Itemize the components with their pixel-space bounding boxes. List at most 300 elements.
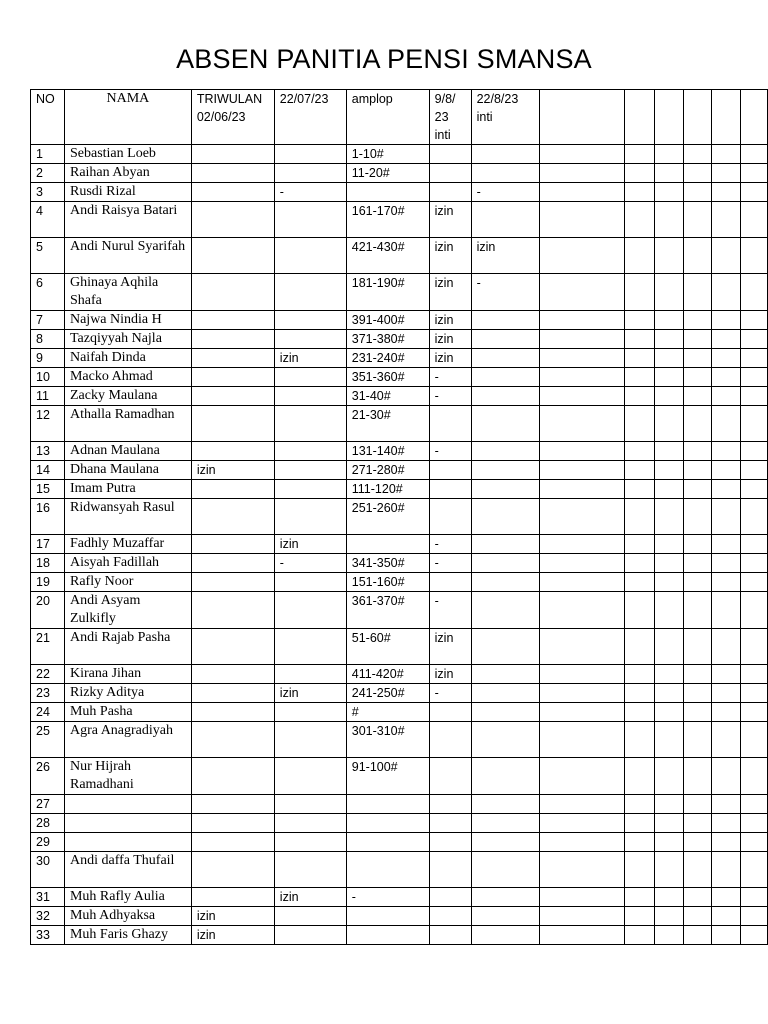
row-amplop: [346, 535, 429, 554]
table-row: [31, 183, 768, 202]
row-amplop: 231-240#: [346, 349, 429, 368]
empty-cell: [740, 907, 767, 926]
row-no: 5: [31, 238, 65, 274]
row-no: 10: [31, 368, 65, 387]
row-name: Muh Adhyaksa: [64, 907, 191, 926]
empty-cell: [625, 406, 655, 442]
row-name: Andi Rajab Pasha: [64, 629, 191, 665]
empty-cell: [740, 758, 767, 795]
row-9-8-23: izin: [429, 238, 471, 274]
row-name: Muh Faris Ghazy: [64, 926, 191, 945]
empty-cell: [712, 535, 741, 554]
empty-cell: [740, 164, 767, 183]
row-22-8-23: [471, 629, 539, 665]
table-row: [31, 665, 768, 684]
row-22-07-23: -: [274, 554, 346, 573]
empty-cell: [712, 573, 741, 592]
empty-cell: [539, 703, 625, 722]
empty-cell: [684, 592, 712, 629]
row-amplop: [346, 833, 429, 852]
empty-cell: [740, 238, 767, 274]
row-22-07-23: [274, 274, 346, 311]
row-name: Ridwansyah Rasul: [64, 499, 191, 535]
empty-cell: [712, 722, 741, 758]
empty-cell: [539, 202, 625, 238]
empty-cell: [712, 554, 741, 573]
table-row: [31, 814, 768, 833]
empty-cell: [684, 145, 712, 164]
row-22-8-23: [471, 164, 539, 183]
empty-cell: [625, 926, 655, 945]
empty-cell: [655, 330, 684, 349]
empty-cell: [539, 442, 625, 461]
row-22-07-23: [274, 926, 346, 945]
row-no: 13: [31, 442, 65, 461]
row-22-07-23: [274, 703, 346, 722]
row-amplop: 161-170#: [346, 202, 429, 238]
row-22-07-23: [274, 592, 346, 629]
empty-cell: [655, 406, 684, 442]
empty-cell: [684, 442, 712, 461]
empty-cell: [740, 535, 767, 554]
row-9-8-23: [429, 907, 471, 926]
empty-cell: [684, 573, 712, 592]
empty-cell: [712, 349, 741, 368]
empty-cell: [655, 722, 684, 758]
empty-cell: [684, 554, 712, 573]
row-name: [64, 833, 191, 852]
empty-cell: [625, 554, 655, 573]
empty-cell: [655, 145, 684, 164]
empty-cell: [740, 368, 767, 387]
empty-cell: [740, 202, 767, 238]
empty-cell: [625, 183, 655, 202]
row-name: Aisyah Fadillah: [64, 554, 191, 573]
empty-cell: [539, 406, 625, 442]
row-no: 25: [31, 722, 65, 758]
header-empty: [712, 90, 741, 145]
header-nama: NAMA: [64, 90, 191, 145]
empty-cell: [740, 926, 767, 945]
empty-cell: [684, 406, 712, 442]
empty-cell: [740, 274, 767, 311]
empty-cell: [712, 926, 741, 945]
empty-cell: [539, 926, 625, 945]
row-22-8-23: [471, 368, 539, 387]
row-triwulan: [191, 349, 274, 368]
empty-cell: [655, 311, 684, 330]
row-triwulan: [191, 274, 274, 311]
row-no: 31: [31, 888, 65, 907]
empty-cell: [655, 592, 684, 629]
row-9-8-23: [429, 758, 471, 795]
row-22-8-23: [471, 406, 539, 442]
empty-cell: [740, 442, 767, 461]
row-name: Tazqiyyah Najla: [64, 330, 191, 349]
empty-cell: [712, 684, 741, 703]
empty-cell: [655, 480, 684, 499]
empty-cell: [625, 888, 655, 907]
row-amplop: 91-100#: [346, 758, 429, 795]
table-row: [31, 499, 768, 535]
empty-cell: [684, 274, 712, 311]
empty-cell: [684, 311, 712, 330]
row-22-07-23: [274, 722, 346, 758]
empty-cell: [655, 926, 684, 945]
empty-cell: [740, 461, 767, 480]
row-name: Andi daffa Thufail: [64, 852, 191, 888]
empty-cell: [655, 665, 684, 684]
empty-cell: [625, 592, 655, 629]
row-amplop: [346, 907, 429, 926]
empty-cell: [539, 499, 625, 535]
row-9-8-23: -: [429, 535, 471, 554]
empty-cell: [655, 684, 684, 703]
row-22-8-23: [471, 145, 539, 164]
row-22-07-23: [274, 368, 346, 387]
row-22-07-23: [274, 311, 346, 330]
row-no: 6: [31, 274, 65, 311]
row-22-07-23: [274, 164, 346, 183]
empty-cell: [712, 442, 741, 461]
table-row: [31, 461, 768, 480]
table-row: [31, 926, 768, 945]
row-no: 17: [31, 535, 65, 554]
row-amplop: 301-310#: [346, 722, 429, 758]
empty-cell: [539, 888, 625, 907]
row-9-8-23: [429, 888, 471, 907]
row-9-8-23: -: [429, 387, 471, 406]
row-22-07-23: [274, 480, 346, 499]
empty-cell: [684, 238, 712, 274]
table-row: [31, 442, 768, 461]
row-9-8-23: [429, 852, 471, 888]
row-name: Muh Rafly Aulia: [64, 888, 191, 907]
row-22-07-23: [274, 442, 346, 461]
row-9-8-23: [429, 573, 471, 592]
empty-cell: [684, 535, 712, 554]
row-no: 29: [31, 833, 65, 852]
row-name: Athalla Ramadhan: [64, 406, 191, 442]
row-22-07-23: [274, 145, 346, 164]
empty-cell: [740, 406, 767, 442]
row-triwulan: [191, 145, 274, 164]
row-22-07-23: [274, 499, 346, 535]
row-9-8-23: [429, 926, 471, 945]
empty-cell: [684, 164, 712, 183]
empty-cell: [625, 665, 655, 684]
empty-cell: [684, 461, 712, 480]
row-9-8-23: -: [429, 368, 471, 387]
row-9-8-23: -: [429, 554, 471, 573]
empty-cell: [539, 758, 625, 795]
row-no: 33: [31, 926, 65, 945]
header-date-9-8-23: 9/8/ 23 inti: [429, 90, 471, 145]
row-22-07-23: [274, 387, 346, 406]
empty-cell: [740, 795, 767, 814]
empty-cell: [740, 330, 767, 349]
row-amplop: 51-60#: [346, 629, 429, 665]
row-no: 12: [31, 406, 65, 442]
row-no: 28: [31, 814, 65, 833]
empty-cell: [684, 684, 712, 703]
row-name: Imam Putra: [64, 480, 191, 499]
empty-cell: [655, 535, 684, 554]
table-row: [31, 202, 768, 238]
empty-cell: [740, 888, 767, 907]
table-row: [31, 758, 768, 795]
row-9-8-23: [429, 183, 471, 202]
row-amplop: 11-20#: [346, 164, 429, 183]
row-22-8-23: [471, 888, 539, 907]
empty-cell: [655, 852, 684, 888]
empty-cell: [539, 274, 625, 311]
row-no: 26: [31, 758, 65, 795]
empty-cell: [740, 833, 767, 852]
empty-cell: [625, 238, 655, 274]
table-row: [31, 480, 768, 499]
row-amplop: [346, 795, 429, 814]
row-amplop: 411-420#: [346, 665, 429, 684]
empty-cell: [740, 722, 767, 758]
empty-cell: [684, 368, 712, 387]
empty-cell: [625, 442, 655, 461]
empty-cell: [625, 684, 655, 703]
row-name: Raihan Abyan: [64, 164, 191, 183]
row-9-8-23: [429, 499, 471, 535]
row-name: Ghinaya Aqhila Shafa: [64, 274, 191, 311]
row-no: 18: [31, 554, 65, 573]
row-name: Andi Nurul Syarifah: [64, 238, 191, 274]
row-22-8-23: [471, 722, 539, 758]
row-triwulan: [191, 164, 274, 183]
row-22-8-23: -: [471, 183, 539, 202]
table-row: [31, 311, 768, 330]
row-22-07-23: [274, 238, 346, 274]
row-triwulan: [191, 629, 274, 665]
empty-cell: [740, 703, 767, 722]
row-22-8-23: [471, 926, 539, 945]
row-triwulan: [191, 535, 274, 554]
table-row: [31, 368, 768, 387]
row-9-8-23: izin: [429, 202, 471, 238]
row-name: Kirana Jihan: [64, 665, 191, 684]
row-amplop: [346, 926, 429, 945]
table-row: [31, 145, 768, 164]
empty-cell: [539, 795, 625, 814]
row-no: 23: [31, 684, 65, 703]
row-22-07-23: [274, 629, 346, 665]
row-9-8-23: [429, 406, 471, 442]
row-amplop: 391-400#: [346, 311, 429, 330]
empty-cell: [712, 164, 741, 183]
empty-cell: [684, 183, 712, 202]
row-22-8-23: [471, 554, 539, 573]
row-22-8-23: [471, 311, 539, 330]
header-empty: [655, 90, 684, 145]
row-triwulan: [191, 888, 274, 907]
empty-cell: [625, 795, 655, 814]
row-triwulan: izin: [191, 461, 274, 480]
empty-cell: [712, 665, 741, 684]
empty-cell: [625, 274, 655, 311]
empty-cell: [625, 387, 655, 406]
row-amplop: 351-360#: [346, 368, 429, 387]
empty-cell: [684, 888, 712, 907]
empty-cell: [655, 499, 684, 535]
header-empty: [684, 90, 712, 145]
empty-cell: [625, 330, 655, 349]
row-triwulan: [191, 573, 274, 592]
row-22-07-23: [274, 814, 346, 833]
header-date-22-8-23: 22/8/23 inti: [471, 90, 539, 145]
row-22-07-23: [274, 833, 346, 852]
table-row: [31, 852, 768, 888]
row-amplop: 341-350#: [346, 554, 429, 573]
row-no: 27: [31, 795, 65, 814]
row-9-8-23: izin: [429, 629, 471, 665]
empty-cell: [740, 183, 767, 202]
empty-cell: [712, 499, 741, 535]
empty-cell: [712, 330, 741, 349]
empty-cell: [655, 573, 684, 592]
row-no: 11: [31, 387, 65, 406]
empty-cell: [625, 629, 655, 665]
row-9-8-23: [429, 164, 471, 183]
table-row: [31, 164, 768, 183]
table-row: [31, 684, 768, 703]
table-row: [31, 274, 768, 311]
empty-cell: [625, 722, 655, 758]
row-amplop: -: [346, 888, 429, 907]
table-row: [31, 907, 768, 926]
row-22-07-23: [274, 665, 346, 684]
row-name: Nur Hijrah Ramadhani: [64, 758, 191, 795]
row-9-8-23: [429, 703, 471, 722]
empty-cell: [712, 833, 741, 852]
row-22-07-23: -: [274, 183, 346, 202]
empty-cell: [539, 183, 625, 202]
row-no: 16: [31, 499, 65, 535]
row-22-8-23: [471, 349, 539, 368]
empty-cell: [655, 703, 684, 722]
empty-cell: [655, 368, 684, 387]
row-22-07-23: izin: [274, 535, 346, 554]
row-name: Fadhly Muzaffar: [64, 535, 191, 554]
row-name: Andi Asyam Zulkifly: [64, 592, 191, 629]
row-22-8-23: izin: [471, 238, 539, 274]
row-triwulan: izin: [191, 926, 274, 945]
row-22-8-23: [471, 833, 539, 852]
empty-cell: [684, 833, 712, 852]
empty-cell: [539, 722, 625, 758]
row-22-07-23: [274, 202, 346, 238]
empty-cell: [625, 480, 655, 499]
row-amplop: 181-190#: [346, 274, 429, 311]
empty-cell: [625, 573, 655, 592]
row-no: 15: [31, 480, 65, 499]
empty-cell: [740, 684, 767, 703]
empty-cell: [655, 164, 684, 183]
table-row: [31, 330, 768, 349]
row-9-8-23: -: [429, 442, 471, 461]
empty-cell: [740, 387, 767, 406]
empty-cell: [712, 480, 741, 499]
empty-cell: [712, 145, 741, 164]
empty-cell: [740, 499, 767, 535]
row-22-8-23: [471, 573, 539, 592]
empty-cell: [740, 349, 767, 368]
row-name: Agra Anagradiyah: [64, 722, 191, 758]
row-22-8-23: [471, 592, 539, 629]
row-amplop: 31-40#: [346, 387, 429, 406]
row-9-8-23: [429, 814, 471, 833]
row-name: Naifah Dinda: [64, 349, 191, 368]
document-title: ABSEN PANITIA PENSI SMANSA: [176, 44, 592, 74]
empty-cell: [740, 311, 767, 330]
row-22-8-23: [471, 907, 539, 926]
row-9-8-23: izin: [429, 311, 471, 330]
row-name: Dhana Maulana: [64, 461, 191, 480]
empty-cell: [712, 406, 741, 442]
row-triwulan: [191, 795, 274, 814]
empty-cell: [712, 795, 741, 814]
empty-cell: [539, 330, 625, 349]
empty-cell: [740, 573, 767, 592]
row-22-07-23: izin: [274, 888, 346, 907]
table-row: [31, 888, 768, 907]
row-22-8-23: [471, 758, 539, 795]
row-9-8-23: [429, 722, 471, 758]
row-no: 21: [31, 629, 65, 665]
row-triwulan: [191, 183, 274, 202]
row-no: 22: [31, 665, 65, 684]
empty-cell: [712, 703, 741, 722]
row-amplop: 21-30#: [346, 406, 429, 442]
row-22-07-23: [274, 852, 346, 888]
row-name: Rusdi Rizal: [64, 183, 191, 202]
row-22-8-23: [471, 499, 539, 535]
empty-cell: [712, 461, 741, 480]
empty-cell: [712, 183, 741, 202]
header-no: NO: [31, 90, 65, 145]
empty-cell: [684, 852, 712, 888]
empty-cell: [740, 480, 767, 499]
row-9-8-23: izin: [429, 349, 471, 368]
empty-cell: [655, 907, 684, 926]
empty-cell: [655, 274, 684, 311]
row-amplop: 421-430#: [346, 238, 429, 274]
row-22-8-23: [471, 852, 539, 888]
row-22-8-23: [471, 684, 539, 703]
row-22-8-23: [471, 461, 539, 480]
empty-cell: [539, 349, 625, 368]
row-triwulan: [191, 499, 274, 535]
empty-cell: [539, 480, 625, 499]
row-triwulan: [191, 387, 274, 406]
row-triwulan: [191, 684, 274, 703]
empty-cell: [655, 888, 684, 907]
row-amplop: 131-140#: [346, 442, 429, 461]
empty-cell: [740, 852, 767, 888]
empty-cell: [539, 461, 625, 480]
empty-cell: [684, 722, 712, 758]
empty-cell: [625, 499, 655, 535]
empty-cell: [625, 164, 655, 183]
empty-cell: [655, 183, 684, 202]
empty-cell: [655, 795, 684, 814]
row-triwulan: [191, 238, 274, 274]
